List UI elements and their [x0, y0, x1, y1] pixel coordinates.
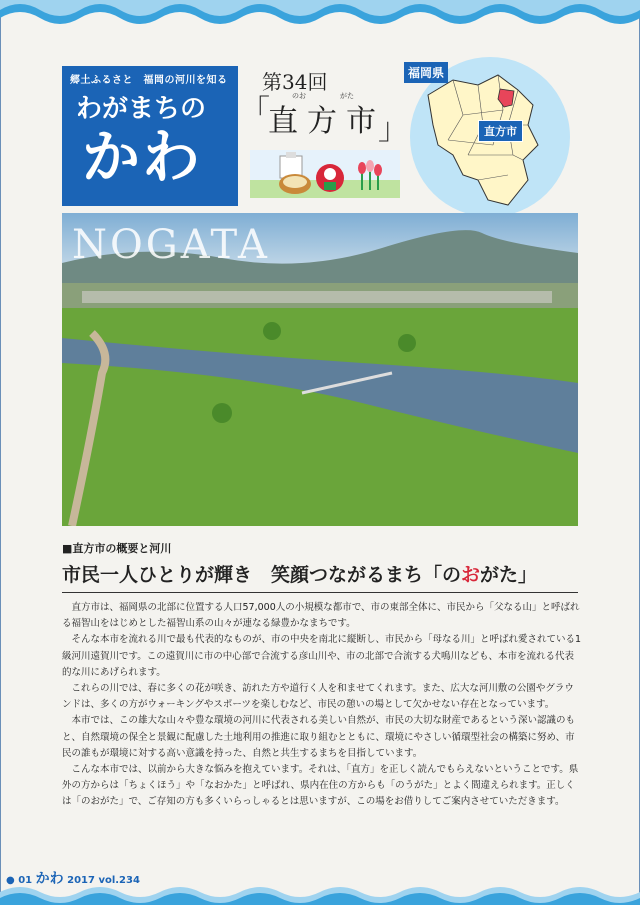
- page-number: 01: [18, 875, 33, 886]
- paragraph: 直方市は、福岡県の北部に位置する人口57,000人の小規模な都市で、市の東部全体に、市民から「父なる山」と呼ばれる福智山をはじめとした福智山系の山々が連なる緑豊かなまちです。: [62, 602, 580, 630]
- footer-volume: vol.234: [98, 875, 140, 886]
- city-illustration: [250, 150, 400, 198]
- paragraph: 本市では、この雄大な山々や豊な環境の河川に代表される美しい自然が、市民の大切な財産であるという深い認識のもと、自然環境の保全と景観に配慮した土地利用の推進に取り組むとともに、環境にやさしい循環型社会の構築に努め、市民の誰もが環境に対する高い意識を持った、自然と共生するまちを目指しています。: [62, 715, 576, 759]
- footer-year: 2017: [67, 875, 95, 886]
- close-bracket: 」: [378, 112, 408, 147]
- page-footer: [6, 868, 140, 888]
- top-wave-decoration: [0, 0, 640, 38]
- issue-number: 第34回: [262, 70, 328, 94]
- article-body: [62, 600, 582, 811]
- headline-part-2: がた」: [480, 564, 538, 586]
- prefecture-label: 福岡県: [404, 62, 448, 83]
- paragraph: そんな本市を流れる川で最も代表的なものが、市の中央を南北に縦断し、市民から「母なる川」と呼ばれ愛されている1級河川遠賀川です。この遠賀川に市の中心部で合流する彦山川や、市の北部で合流する犬鳴川なども、本市を流れる代表的な川にあげられます。: [62, 634, 582, 678]
- paragraph: これらの川では、春に多くの花が咲き、訪れた方や道行く人を和ませてくれます。また、広大な河川敷の公園やグラウンドは、多くの方がウォーキングやスポーツを楽しむなど、市民の憩いの場として欠かせない存在となっています。: [62, 683, 574, 711]
- city-ruby-right: がた: [340, 92, 354, 100]
- map-city-tag: 直方市: [478, 120, 523, 142]
- open-bracket: 「: [240, 94, 270, 129]
- photo-overlay-text: NOGATA: [72, 222, 270, 268]
- series-subtitle: 郷土ふるさと 福岡の河川を知る: [70, 75, 228, 86]
- series-title: わがまちの: [76, 94, 207, 124]
- section-label: ■直方市の概要と河川: [62, 542, 172, 555]
- headline-part-1: 市民一人ひとりが輝き 笑顔つながるまち「の: [62, 564, 462, 586]
- series-title-big: かわ: [82, 123, 203, 191]
- series-title-box: [62, 66, 238, 206]
- headline-accent: お: [461, 564, 481, 586]
- city-ruby-left: のお: [292, 92, 306, 100]
- article-headline: [62, 560, 578, 593]
- footer-magazine: かわ: [35, 871, 64, 887]
- footer-dot-icon: ●: [6, 875, 15, 886]
- paragraph: こんな本市では、以前から大きな悩みを抱えています。それは、「直方」を正しく読んでもらえないということです。県外の方からは「ちょくほう」や「なおかた」と呼ばれ、県内在住の方からも「のうがた」とよく間違えられます。正しくは「のおがた」で、ご存知の方も多くいらっしゃるとは思いますが、この場をお借りしてご案内させていただきます。: [62, 764, 579, 808]
- city-name-heading: 直方市: [268, 104, 385, 139]
